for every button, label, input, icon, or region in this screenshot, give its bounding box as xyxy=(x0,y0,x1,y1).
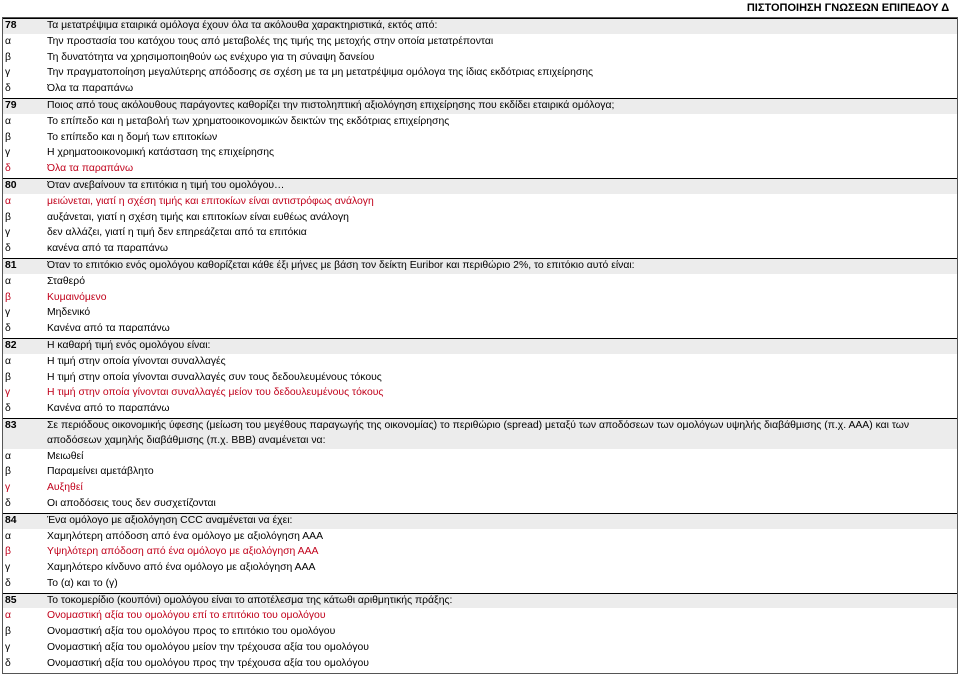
option-text: Αυξηθεί xyxy=(47,482,83,494)
option-letter: δ xyxy=(5,323,11,335)
answer-option-row xyxy=(3,577,957,593)
option-text: Χαμηλότερο κίνδυνο από ένα ομόλογο με αξιολόγηση ΑΑΑ xyxy=(47,562,316,574)
option-letter: γ xyxy=(5,307,11,319)
question-text: Η καθαρή τιμή ενός ομολόγου είναι: xyxy=(47,339,211,351)
answer-option-row xyxy=(3,211,957,227)
option-text: Την πραγματοποίηση μεγαλύτερης απόδοσης σε σχέση με τα μη μετατρέψιμα ομόλογα της ίδιας εκδότριας επιχείρησης xyxy=(47,67,594,79)
option-letter: α xyxy=(5,35,12,47)
question-number: 85 xyxy=(5,594,17,606)
option-text: Όλα τα παραπάνω xyxy=(47,163,134,175)
question-number: 82 xyxy=(5,339,17,351)
page-title: ΠΙΣΤΟΠΟΙΗΣΗ ΓΝΩΣΕΩΝ ΕΠΙΠΕΔΟΥ Δ xyxy=(746,2,950,14)
option-text: Η τιμή στην οποία γίνονται συναλλαγές xyxy=(47,355,226,367)
question-number: 83 xyxy=(5,419,17,431)
answer-option-row xyxy=(3,657,957,673)
answer-option-row xyxy=(3,402,957,418)
document-page xyxy=(2,0,958,674)
option-text: Όλα τα παραπάνω xyxy=(47,83,134,95)
option-letter: γ xyxy=(5,227,11,239)
option-letter: α xyxy=(5,195,12,207)
option-letter: β xyxy=(5,211,11,223)
option-text: Οι αποδόσεις τους δεν συσχετίζονται xyxy=(47,497,216,509)
answer-option-row xyxy=(3,275,957,291)
option-text: Υψηλότερη απόδοση από ένα ομόλογο με αξιολόγηση ΑΑΑ xyxy=(47,546,319,558)
option-text: Την προστασία του κατόχου τους από μεταβολές της τιμής της μετοχής στην οποία μετατρέπονται xyxy=(47,35,494,47)
option-letter: γ xyxy=(5,642,11,654)
option-text: Ονομαστική αξία του ομολόγου επί το επιτόκιο του ομολόγου xyxy=(47,610,326,622)
option-text: δεν αλλάζει, γιατί η τιμή δεν επηρεάζεται από τα επιτόκια xyxy=(47,227,307,239)
option-letter: α xyxy=(5,115,12,127)
question-text: Ποιος από τους ακόλουθους παράγοντες καθορίζει την πιστοληπτική αξιολόγηση επιχείρησης που εκδίδει εταιρικά ομόλογα; xyxy=(47,99,615,111)
option-letter: β xyxy=(5,546,11,558)
option-letter: β xyxy=(5,131,11,143)
option-letter: β xyxy=(5,466,11,478)
option-letter: α xyxy=(5,355,12,367)
option-text: Κυμαινόμενο xyxy=(47,291,107,303)
option-text: Κανένα από το παραπάνω xyxy=(47,403,170,415)
answer-option-row xyxy=(3,545,957,561)
option-letter: δ xyxy=(5,403,11,415)
answer-option-row xyxy=(3,497,957,513)
answer-option-row xyxy=(3,115,957,131)
option-text: Ονομαστική αξία του ομολόγου προς το επιτόκιο του ομολόγου xyxy=(47,626,336,638)
question-row xyxy=(3,338,957,355)
option-text: Μειωθεί xyxy=(47,450,84,462)
question-row xyxy=(3,178,957,195)
option-text: Η τιμή στην οποία γίνονται συναλλαγές συν τους δεδουλευμένους τόκους xyxy=(47,371,382,383)
answer-option-row xyxy=(3,51,957,67)
answer-option-row xyxy=(3,386,957,402)
option-letter: α xyxy=(5,275,12,287)
answer-option-row xyxy=(3,66,957,82)
question-text: Όταν ανεβαίνουν τα επιτόκια η τιμή του ομολόγου… xyxy=(47,179,285,191)
question-row xyxy=(3,98,957,115)
question-number: 78 xyxy=(5,20,17,31)
question-text: Όταν το επιτόκιο ενός ομολόγου καθορίζεται κάθε έξι μήνες με βάση τον δείκτη Euribor και περιθώριο 2%, το επιτόκιο αυτό είναι: xyxy=(47,259,635,271)
page-header xyxy=(2,0,958,17)
option-text: Παραμείνει αμετάβλητο xyxy=(47,466,154,478)
answer-option-row xyxy=(3,371,957,387)
option-letter: β xyxy=(5,626,11,638)
option-letter: β xyxy=(5,291,11,303)
option-letter: δ xyxy=(5,163,11,175)
option-letter: γ xyxy=(5,387,11,399)
answer-option-row xyxy=(3,625,957,641)
option-text: Το επίπεδο και η μεταβολή των χρηματοοικονομικών δεικτών της εκδότριας επιχείρησης xyxy=(47,115,450,127)
answer-option-row xyxy=(3,355,957,371)
question-text: Σε περιόδους οικονομικής ύφεσης (μείωση του μεγέθους παραγωγής της οικονομίας) το περιθώριο (spread) μεταξύ των αποδόσεων των ομολόγων υψηλής διαβάθμισης (π.χ. ΑΑΑ) και των αποδόσεων χαμηλής διαβάθμισης (π.χ. ΒΒΒ) αναμένεται να: xyxy=(47,419,910,446)
question-number: 84 xyxy=(5,514,17,526)
answer-option-row xyxy=(3,450,957,466)
option-letter: α xyxy=(5,530,12,542)
option-text: Η τιμή στην οποία γίνονται συναλλαγές μείον του δεδουλευμένους τόκους xyxy=(47,387,384,399)
option-letter: γ xyxy=(5,67,11,79)
answer-option-row xyxy=(3,242,957,258)
question-row xyxy=(3,513,957,530)
option-letter: δ xyxy=(5,577,11,589)
answer-option-row xyxy=(3,226,957,242)
answer-option-row xyxy=(3,162,957,178)
question-row xyxy=(3,18,957,35)
option-text: Ονομαστική αξία του ομολόγου μείον την τρέχουσα αξία του ομολόγου xyxy=(47,642,369,654)
answer-option-row xyxy=(3,82,957,98)
answer-option-row xyxy=(3,195,957,211)
question-text: Ένα ομόλογο με αξιολόγηση CCC αναμένεται να έχει: xyxy=(47,514,293,526)
option-letter: α xyxy=(5,450,12,462)
question-text: Το τοκομερίδιο (κουπόνι) ομολόγου είναι το αποτέλεσμα της κάτωθι αριθμητικής πράξης: xyxy=(47,594,453,606)
option-text: Τη δυνατότητα να χρησιμοποιηθούν ως ενέχυρο για τη σύναψη δανείου xyxy=(47,51,375,63)
answer-option-row xyxy=(3,530,957,546)
answer-option-row xyxy=(3,306,957,322)
option-text: Η χρηματοοικονομική κατάσταση της επιχείρησης xyxy=(47,147,274,159)
question-number: 80 xyxy=(5,179,17,191)
question-row xyxy=(3,418,957,450)
option-letter: γ xyxy=(5,482,11,494)
option-letter: δ xyxy=(5,657,11,669)
option-text: Κανένα από τα παραπάνω xyxy=(47,323,170,335)
option-text: αυξάνεται, γιατί η σχέση τιμής και επιτοκίων είναι ευθέως ανάλογη xyxy=(47,211,349,223)
option-letter: γ xyxy=(5,562,11,574)
question-number: 79 xyxy=(5,99,17,111)
question-sheet xyxy=(2,17,958,674)
option-letter: α xyxy=(5,610,12,622)
option-text: Μηδενικό xyxy=(47,307,91,319)
option-text: Χαμηλότερη απόδοση από ένα ομόλογο με αξιολόγηση ΑΑΑ xyxy=(47,530,324,542)
answer-option-row xyxy=(3,465,957,481)
question-number: 81 xyxy=(5,259,17,271)
answer-option-row xyxy=(3,561,957,577)
answer-option-row xyxy=(3,131,957,147)
option-text: κανένα από τα παραπάνω xyxy=(47,243,168,255)
question-text: Τα μετατρέψιμα εταιρικά ομόλογα έχουν όλα τα ακόλουθα χαρακτηριστικά, εκτός από: xyxy=(47,20,438,31)
answer-option-row xyxy=(3,35,957,51)
option-letter: δ xyxy=(5,497,11,509)
option-letter: δ xyxy=(5,243,11,255)
question-row xyxy=(3,593,957,610)
option-text: Το επίπεδο και η δομή των επιτοκίων xyxy=(47,131,218,143)
option-text: Ονομαστική αξία του ομολόγου προς την τρέχουσα αξία του ομολόγου xyxy=(47,657,369,669)
answer-option-row xyxy=(3,291,957,307)
option-text: μειώνεται, γιατί η σχέση τιμής και επιτοκίων είναι αντιστρόφως ανάλογη xyxy=(47,195,374,207)
option-letter: δ xyxy=(5,83,11,95)
answer-option-row xyxy=(3,146,957,162)
option-text: Σταθερό xyxy=(47,275,85,287)
option-text: Το (α) και το (γ) xyxy=(47,577,118,589)
answer-option-row xyxy=(3,641,957,657)
question-row xyxy=(3,258,957,275)
option-letter: β xyxy=(5,51,11,63)
answer-option-row xyxy=(3,481,957,497)
option-letter: γ xyxy=(5,147,11,159)
answer-option-row xyxy=(3,322,957,338)
option-letter: β xyxy=(5,371,11,383)
answer-option-row xyxy=(3,609,957,625)
